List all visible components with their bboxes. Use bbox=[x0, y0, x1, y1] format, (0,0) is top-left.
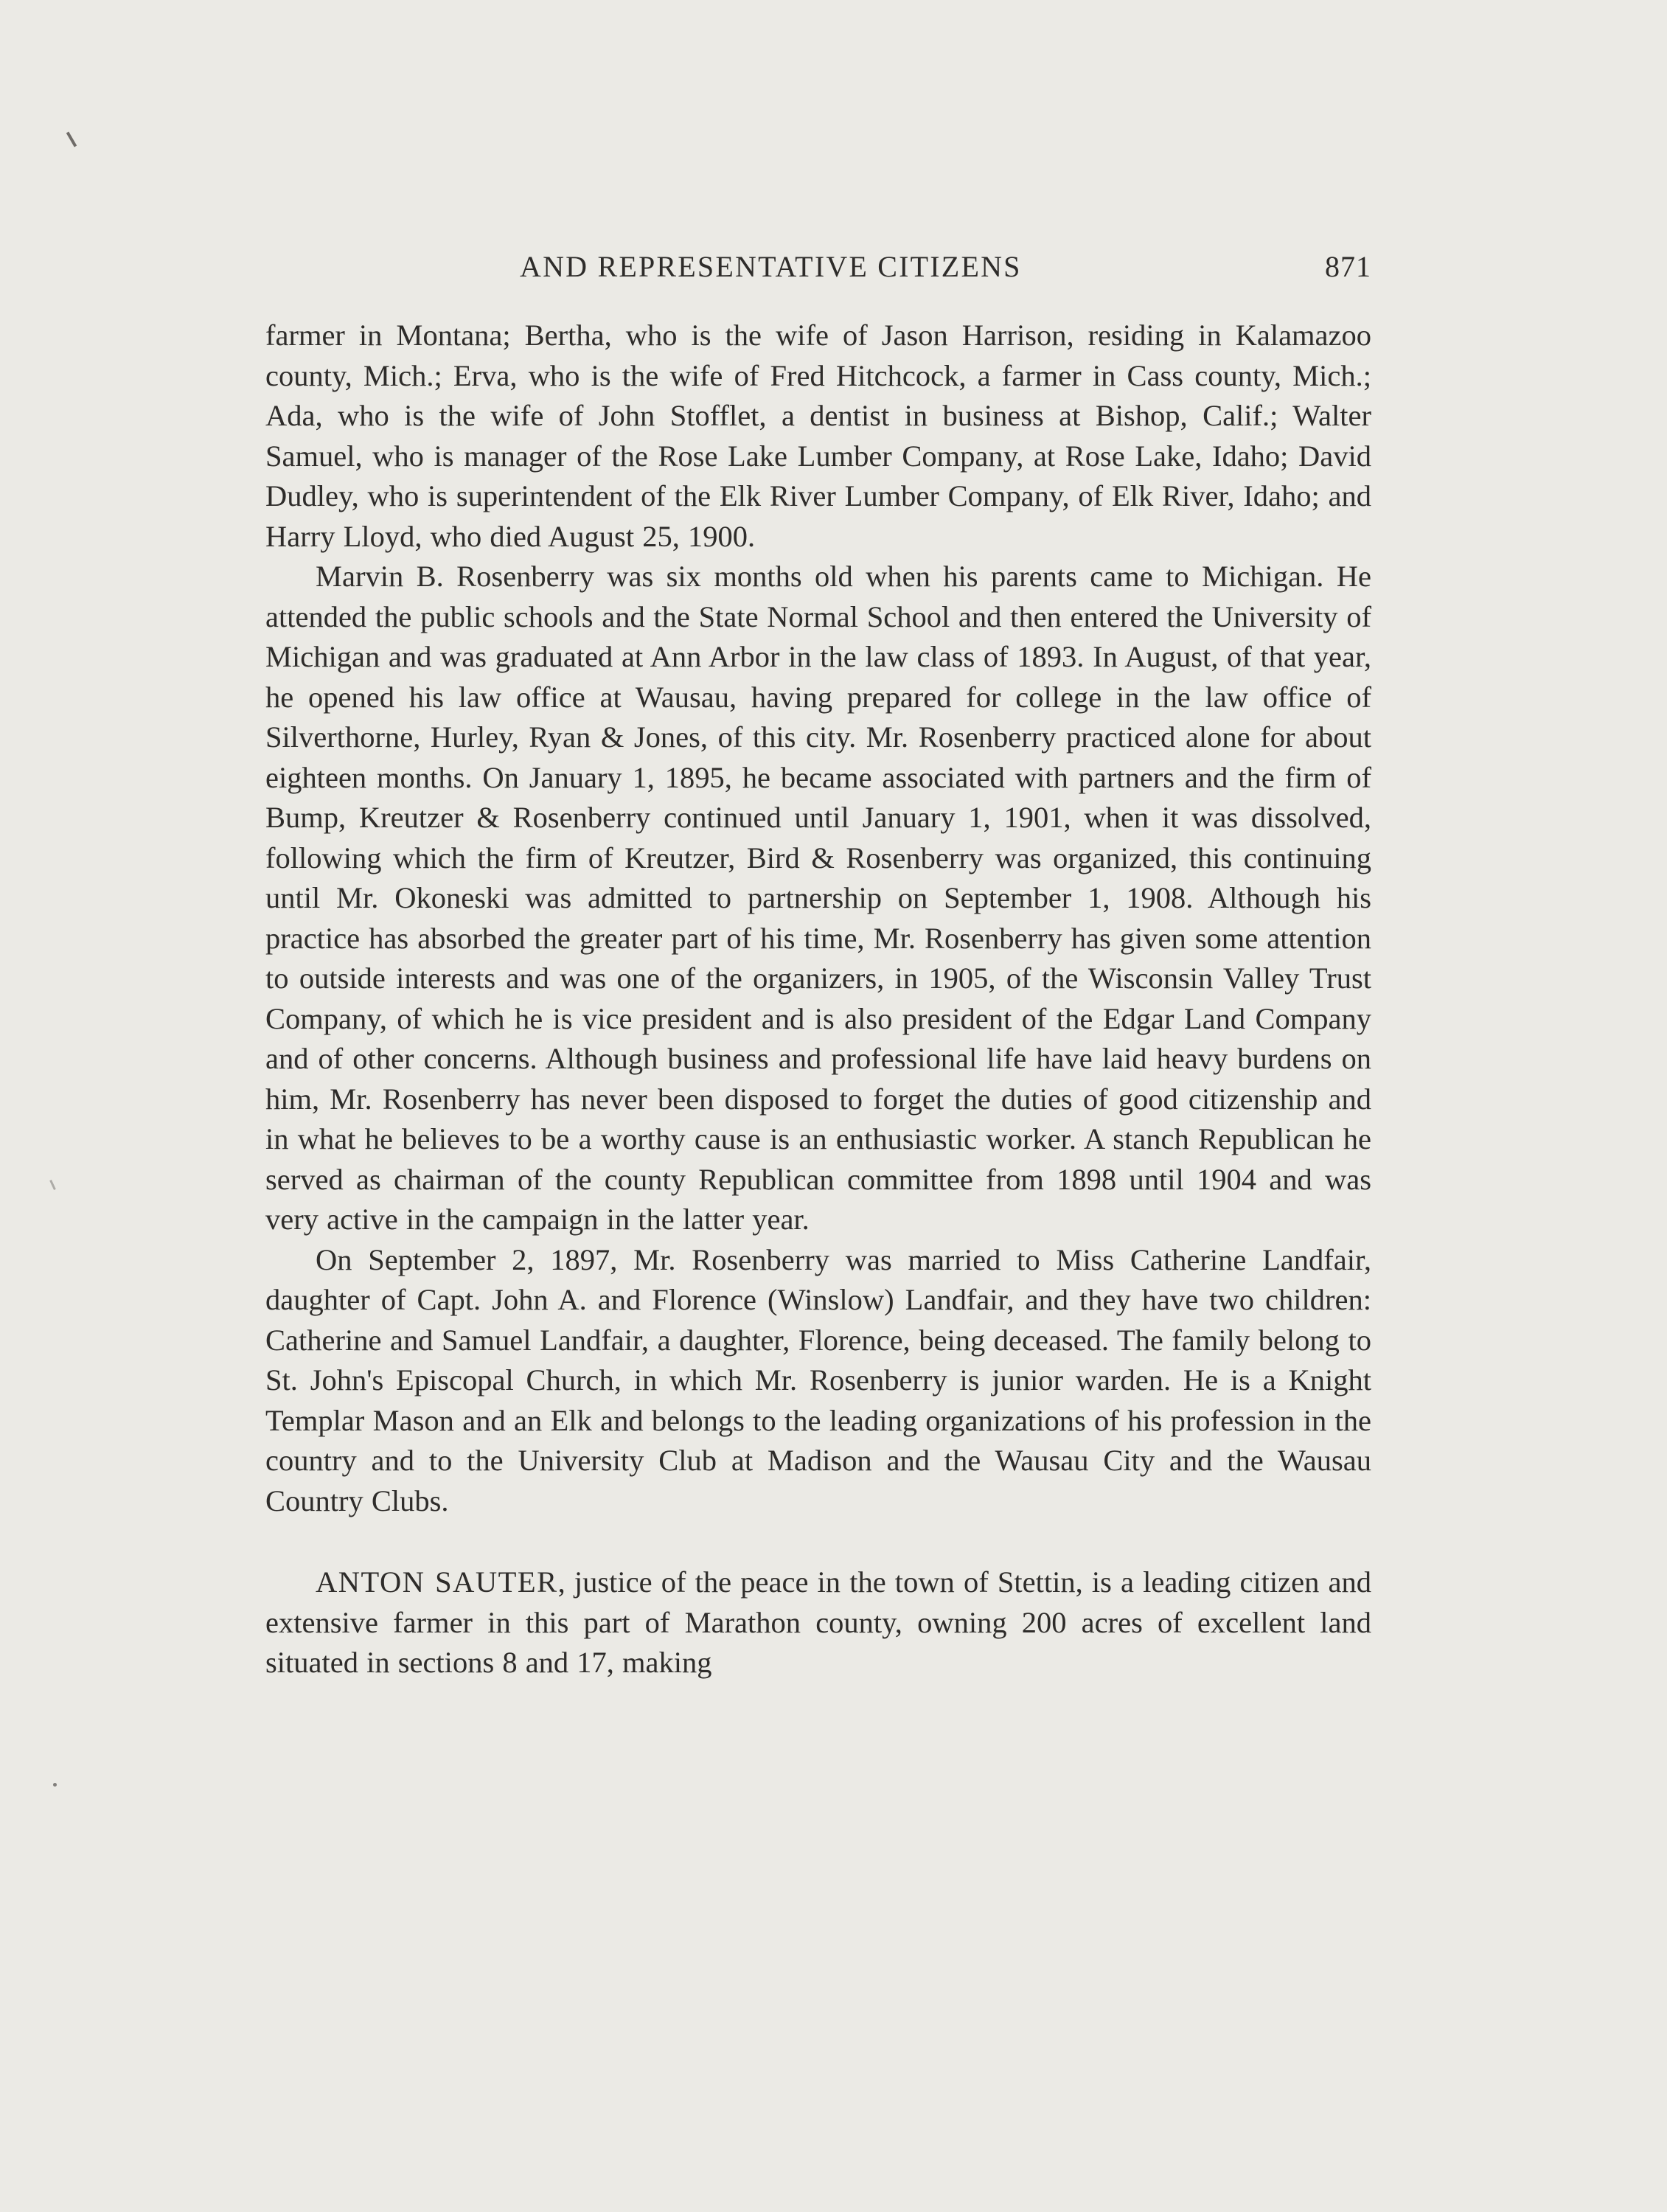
body-text bbox=[265, 316, 1371, 1683]
entry-text: , justice of the peace in the town of Stettin, is a leading citizen and extensive farmer in this part of Marathon county, owning 200 acres of excellent land situated in sections 8 and 17, making bbox=[265, 1565, 1371, 1679]
entry-name: ANTON SAUTER bbox=[316, 1565, 558, 1599]
page-number: 871 bbox=[1325, 250, 1371, 283]
ink-speck bbox=[66, 131, 77, 147]
paragraph-career: Marvin B. Rosenberry was six months old when his parents came to Michigan. He attended the public schools and the State Normal School and then entered the University of Michigan and was graduated at Ann Arbor in the law class of 1893. In August, of that year, he opened his law office at Wausau, having prepared for college in the law office of Silverthorne, Hurley, Ryan & Jones, of this city. Mr. Rosenberry practiced alone for about eighteen months. On January 1, 1895, he became associated with partners and the firm of Bump, Kreutzer & Rosenberry continued until January 1, 1901, when it was dissolved, following which the firm of Kreutzer, Bird & Rosenberry was organized, this continuing until Mr. Okoneski was admitted to partnership on September 1, 1908. Although his practice has absorbed the greater part of his time, Mr. Rosenberry has given some attention to outside interests and was one of the organizers, in 1905, of the Wisconsin Valley Trust Company, of which he is vice president and is also president of the Edgar Land Company and of other concerns. Although business and professional life have laid heavy burdens on him, Mr. Rosenberry has never been disposed to forget the duties of good citizenship and in what he believes to be a worthy cause is an enthusiastic worker. A stanch Republican he served as chairman of the county Republican committee from 1898 until 1904 and was very active in the campaign in the latter year. bbox=[265, 560, 1371, 1236]
paragraph-new-entry bbox=[265, 1562, 1371, 1683]
paragraph-family-continuation: farmer in Montana; Bertha, who is the wife of Jason Harrison, residing in Kalamazoo county, Mich.; Erva, who is the wife of Fred Hitchcock, a farmer in Cass county, Mich.; Ada, who is the wife of John Stofflet, a dentist in business at Bishop, Calif.; Walter Samuel, who is manager of the Rose Lake Lumber Company, at Rose Lake, Idaho; David Dudley, who is superintendent of the Elk River Lumber Company, of Elk River, Idaho; and Harry Lloyd, who died August 25, 1900. bbox=[265, 319, 1371, 553]
ink-speck bbox=[49, 1180, 56, 1190]
running-head-title: AND REPRESENTATIVE CITIZENS bbox=[520, 250, 1022, 283]
running-head bbox=[265, 249, 1371, 293]
ink-speck bbox=[53, 1783, 57, 1787]
paragraph-marriage: On September 2, 1897, Mr. Rosenberry was married to Miss Catherine Landfair, daughter of Capt. John A. and Florence (Winslow) Landfair, and they have two children: Catherine and Samuel Landfair, a daughter, Florence, being deceased. The family belong to St. John's Episcopal Church, in which Mr. Rosenberry is junior warden. He is a Knight Templar Mason and an Elk and belongs to the leading organizations of his profession in the country and to the University Club at Madison and the Wausau City and the Wausau Country Clubs. bbox=[265, 1242, 1371, 1517]
